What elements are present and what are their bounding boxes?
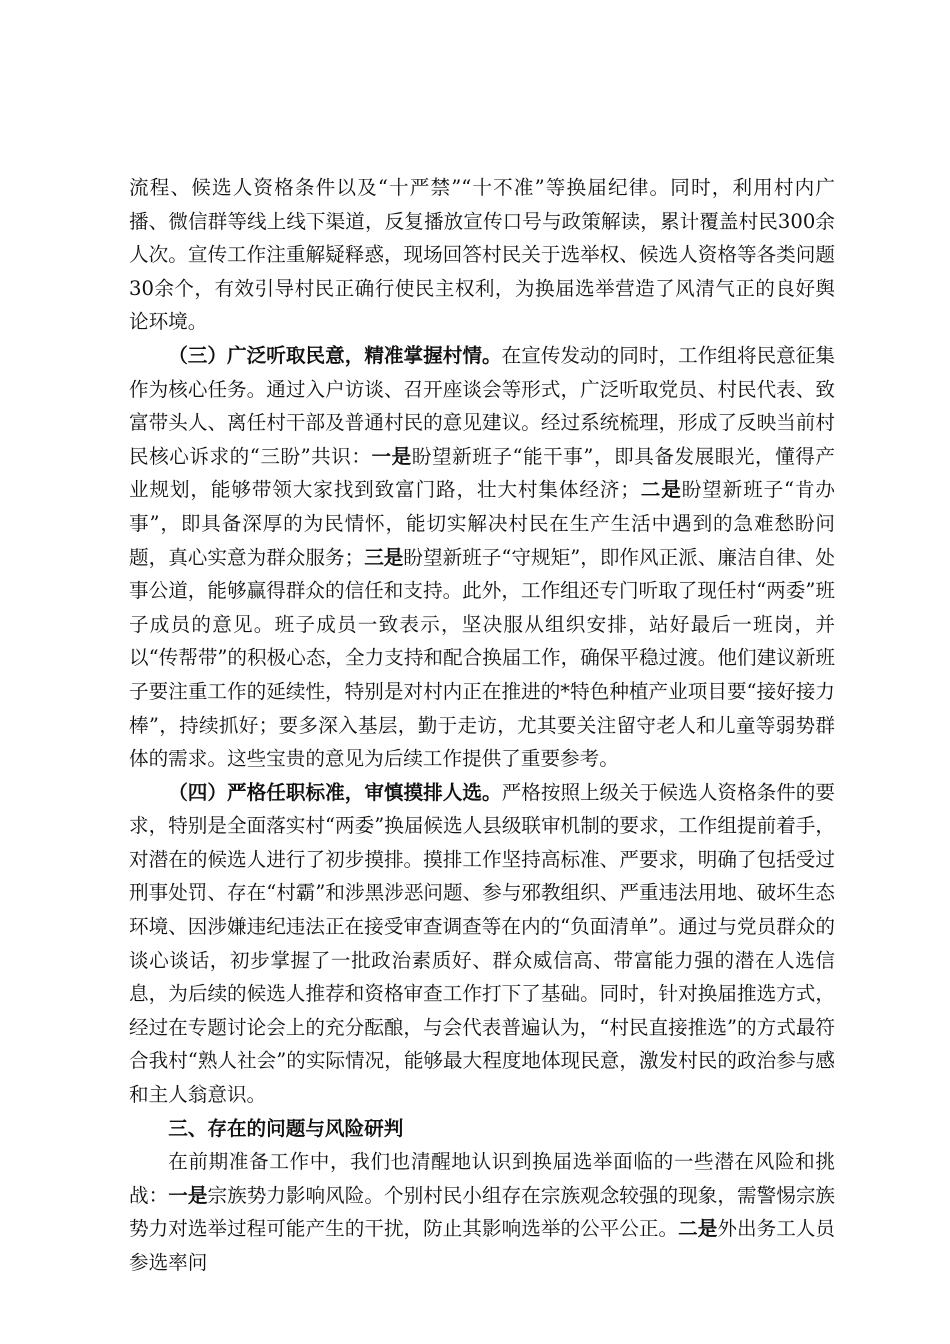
paragraph-publicity-continued <box>129 171 835 339</box>
paragraph-text: 流程、候选人资格条件以及“十严禁”“十不准”等换届纪律。同时，利用村内广播、微信群等线上线下渠道，反复播放宣传口号与政策解读，累计覆盖村民300余人次。宣传工作注重解疑释惑，现场回答村民关于选举权、候选人资格等各类问题30余个，有效引导村民正确行使民主权利，为换届选举营造了风清气正的良好舆论环境。 <box>129 176 835 334</box>
paragraph-risk-analysis <box>129 1145 835 1279</box>
point-marker-2: 二是 <box>639 478 682 502</box>
subsection-heading-4: （四）严格任职标准，审慎摸排人选。 <box>168 780 502 804</box>
point-marker-1: 一是 <box>371 444 412 468</box>
section-heading-3 <box>129 1112 835 1146</box>
paragraph-candidate-screening <box>129 776 835 1112</box>
paragraph-text: 严格按照上级关于候选人资格条件的要求，特别是全面落实村“两委”换届候选人县级联审机制的要求，工作组提前着手，对潜在的候选人进行了初步摸排。摸排工作坚持高标准、严要求，明确了包括受过刑事处罚、存在“村霸”和涉黑涉恶问题、参与邪教组织、严重违法用地、破坏生态环境、因涉嫌违纪违法正在接受审查调查等在内的“负面清单”。通过与党员群众的谈心谈话，初步掌握了一批政治素质好、群众威信高、带富能力强的潜在人选信息，为后续的候选人推荐和资格审查工作打下了基础。同时，针对换届推选方式，经过在专题讨论会上的充分酝酿，与会代表普遍认为，“村民直接推选”的方式最符合我村“熟人社会”的实际情况，能够最大程度地体现民意，激发村民的政治参与感和主人翁意识。 <box>129 780 836 1107</box>
paragraph-text: 在前期准备工作中，我们也清醒地认识到换届选举面临的一些潜在风险和挑战： <box>129 1150 835 1207</box>
paragraph-text: 在宣传发动的同时，工作组将民意征集作为核心任务。通过入户访谈、召开座谈会等形式，广泛听取党员、村民代表、致富带头人、离任村干部及普通村民的意见建议。经过系统梳理，形成了反映当前村民核心诉求的“三盼”共识： <box>129 343 836 468</box>
paragraph-text: 盼望新班子“能干事”，即具备发展眼光，懂得产业规划，能够带领大家找到致富门路，壮大村集体经济； <box>129 444 835 502</box>
risk-marker-1: 一是 <box>168 1183 208 1207</box>
subsection-heading-3: （三）广泛听取民意，精准掌握村情。 <box>168 343 502 367</box>
paragraph-listen-public-opinion <box>129 339 835 776</box>
paragraph-text: 盼望新班子“守规矩”，即作风正派、廉洁自律、处事公道，能够赢得群众的信任和支持。此外，工作组还专门听取了现任村“两委”班子成员的意见。班子成员一致表示，坚决服从组织安排，站好最后一班岗，并以“传帮带”的积极心态，全力支持和配合换届工作，确保平稳过渡。他们建议新班子要注重工作的延续性，特别是对村内正在推进的*特色种植产业项目要“接好接力棒”，持续抓好；要多深入基层，勤于走访，尤其要关注留守老人和儿童等弱势群体的需求。这些宝贵的意见为后续工作提供了重要参考。 <box>129 545 835 771</box>
risk-marker-2: 二是 <box>678 1217 718 1241</box>
section-heading-text: 三、存在的问题与风险研判 <box>168 1116 404 1140</box>
paragraph-text: 盼望新班子“肯办事”，即具备深厚的为民情怀，能切实解决村民在生产生活中遇到的急难愁盼问题，真心实意为群众服务； <box>129 478 836 569</box>
paragraph-text: 外出务工人员参选率问 <box>129 1217 836 1274</box>
paragraph-text: 宗族势力影响风险。个别村民小组存在宗族观念较强的现象，需警惕宗族势力对选举过程可能产生的干扰，防止其影响选举的公平公正。 <box>129 1183 836 1241</box>
document-page <box>129 171 835 1280</box>
point-marker-3: 三是 <box>364 545 404 569</box>
